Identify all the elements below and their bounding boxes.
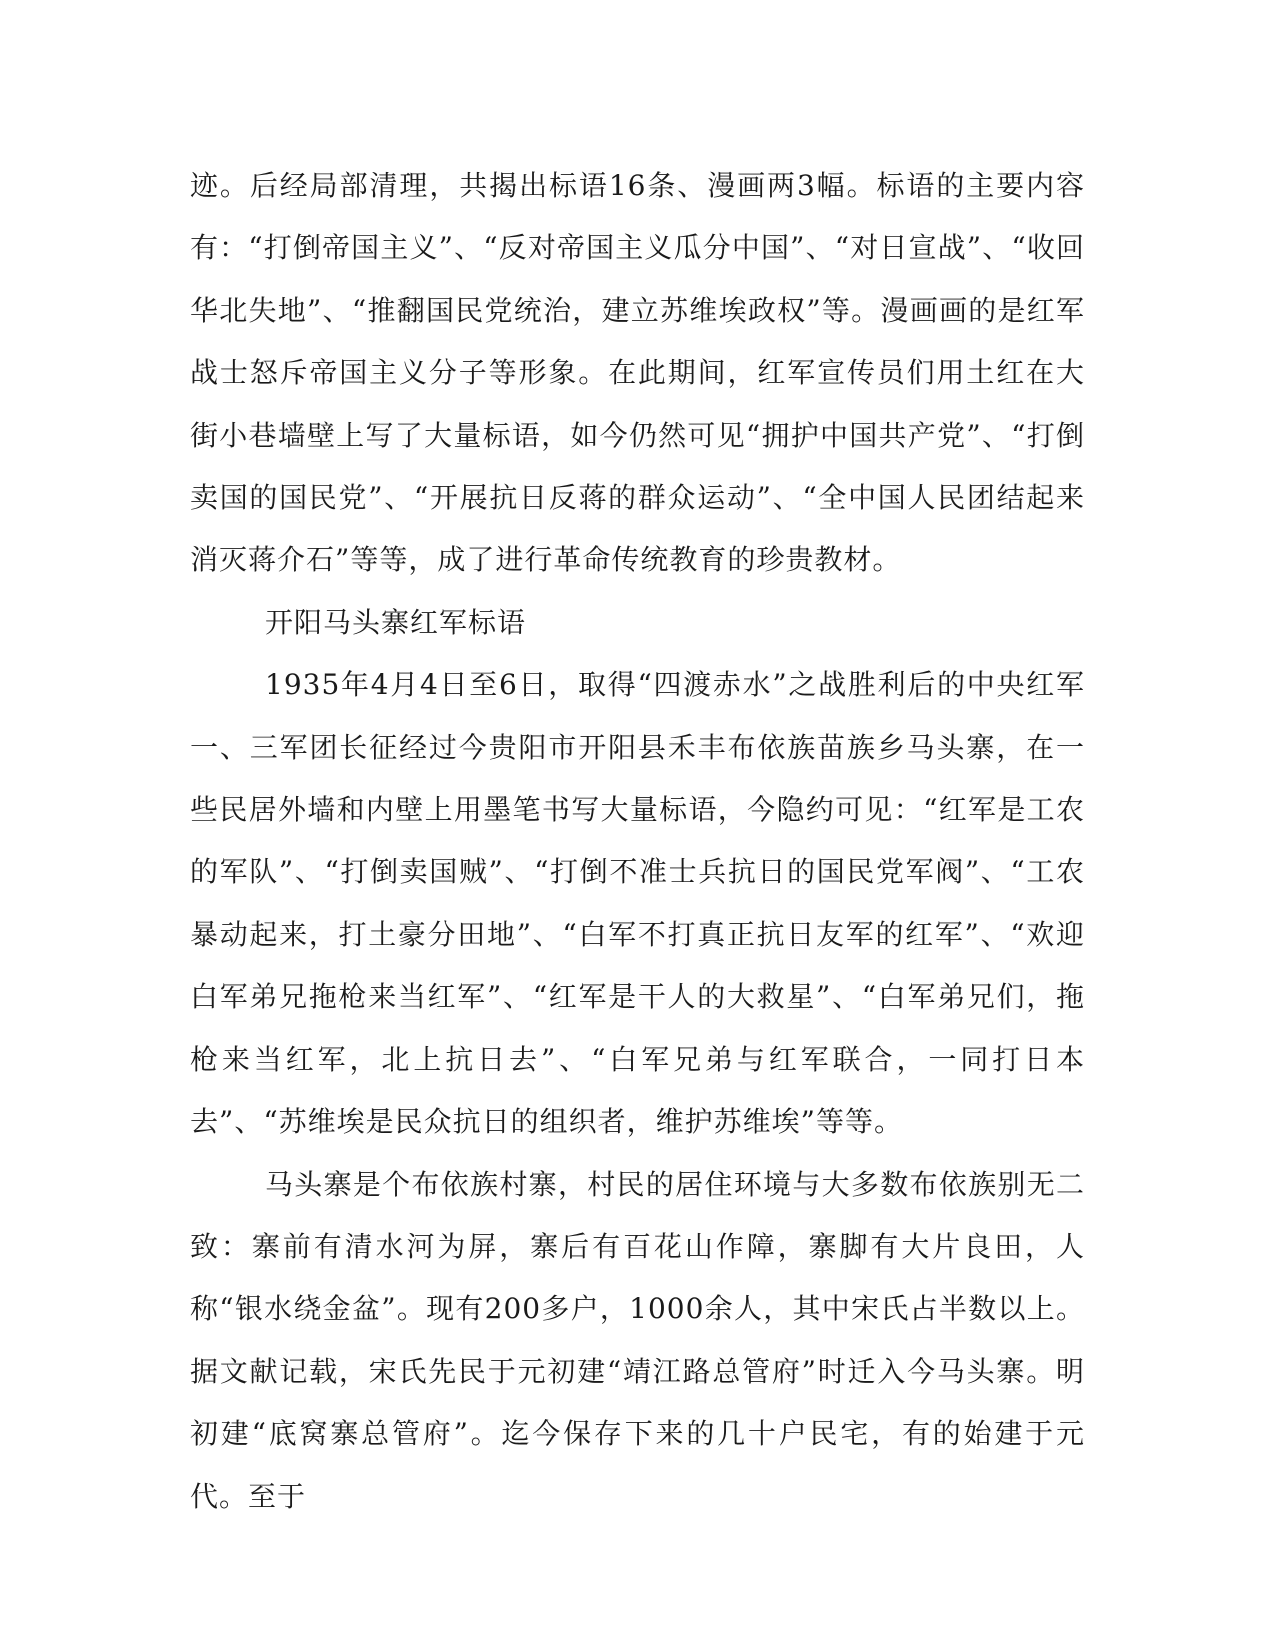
paragraph-red-army-slogans: 1935年4月4日至6日，取得“四渡赤水”之战胜利后的中央红军一、三军团长征经过今贵阳市开阳县禾丰布依族苗族乡马头寨，在一些民居外墙和内壁上用墨笔书写大量标语，今隐约可见：“红军是工农的军队”、“打倒卖国贼”、“打倒不准士兵抗日的国民党军阀”、“工农暴动起来，打土豪分田地”、“白军不打真正抗日友军的红军”、“欢迎白军弟兄拖枪来当红军”、“红军是干人的大救星”、“白军弟兄们，拖枪来当红军，北上抗日去”、“白军兄弟与红军联合，一同打日本去”、“苏维埃是民众抗日的组织者，维护苏维埃”等等。: [190, 668, 1085, 1139]
paragraph-continued: 迹。后经局部清理，共揭出标语16条、漫画两3幅。标语的主要内容有：“打倒帝国主义”、“反对帝国主义瓜分中国”、“对日宣战”、“收回华北失地”、“推翻国民党统治，建立苏维埃政权”等。漫画画的是红军战士怒斥帝国主义分子等形象。在此期间，红军宣传员们用土红在大街小巷墙壁上写了大量标语，如今仍然可见“拥护中国共产党”、“打倒卖国的国民党”、“开展抗日反蒋的群众运动”、“全中国人民团结起来消灭蒋介石”等等，成了进行革命传统教育的珍贵教材。: [190, 169, 1085, 577]
document-body: [190, 155, 1085, 1528]
paragraph-matouzhai-village: 马头寨是个布依族村寨，村民的居住环境与大多数布依族别无二致：寨前有清水河为屏，寨后有百花山作障，寨脚有大片良田，人称“银水绕金盆”。现有200多户，1000余人，其中宋氏占半数以上。据文献记载，宋氏先民于元初建“靖江路总管府”时迁入今马头寨。明初建“底窝寨总管府”。迄今保存下来的几十户民宅，有的始建于元代。至于: [190, 1167, 1085, 1513]
section-heading: 开阳马头寨红军标语: [265, 605, 527, 639]
